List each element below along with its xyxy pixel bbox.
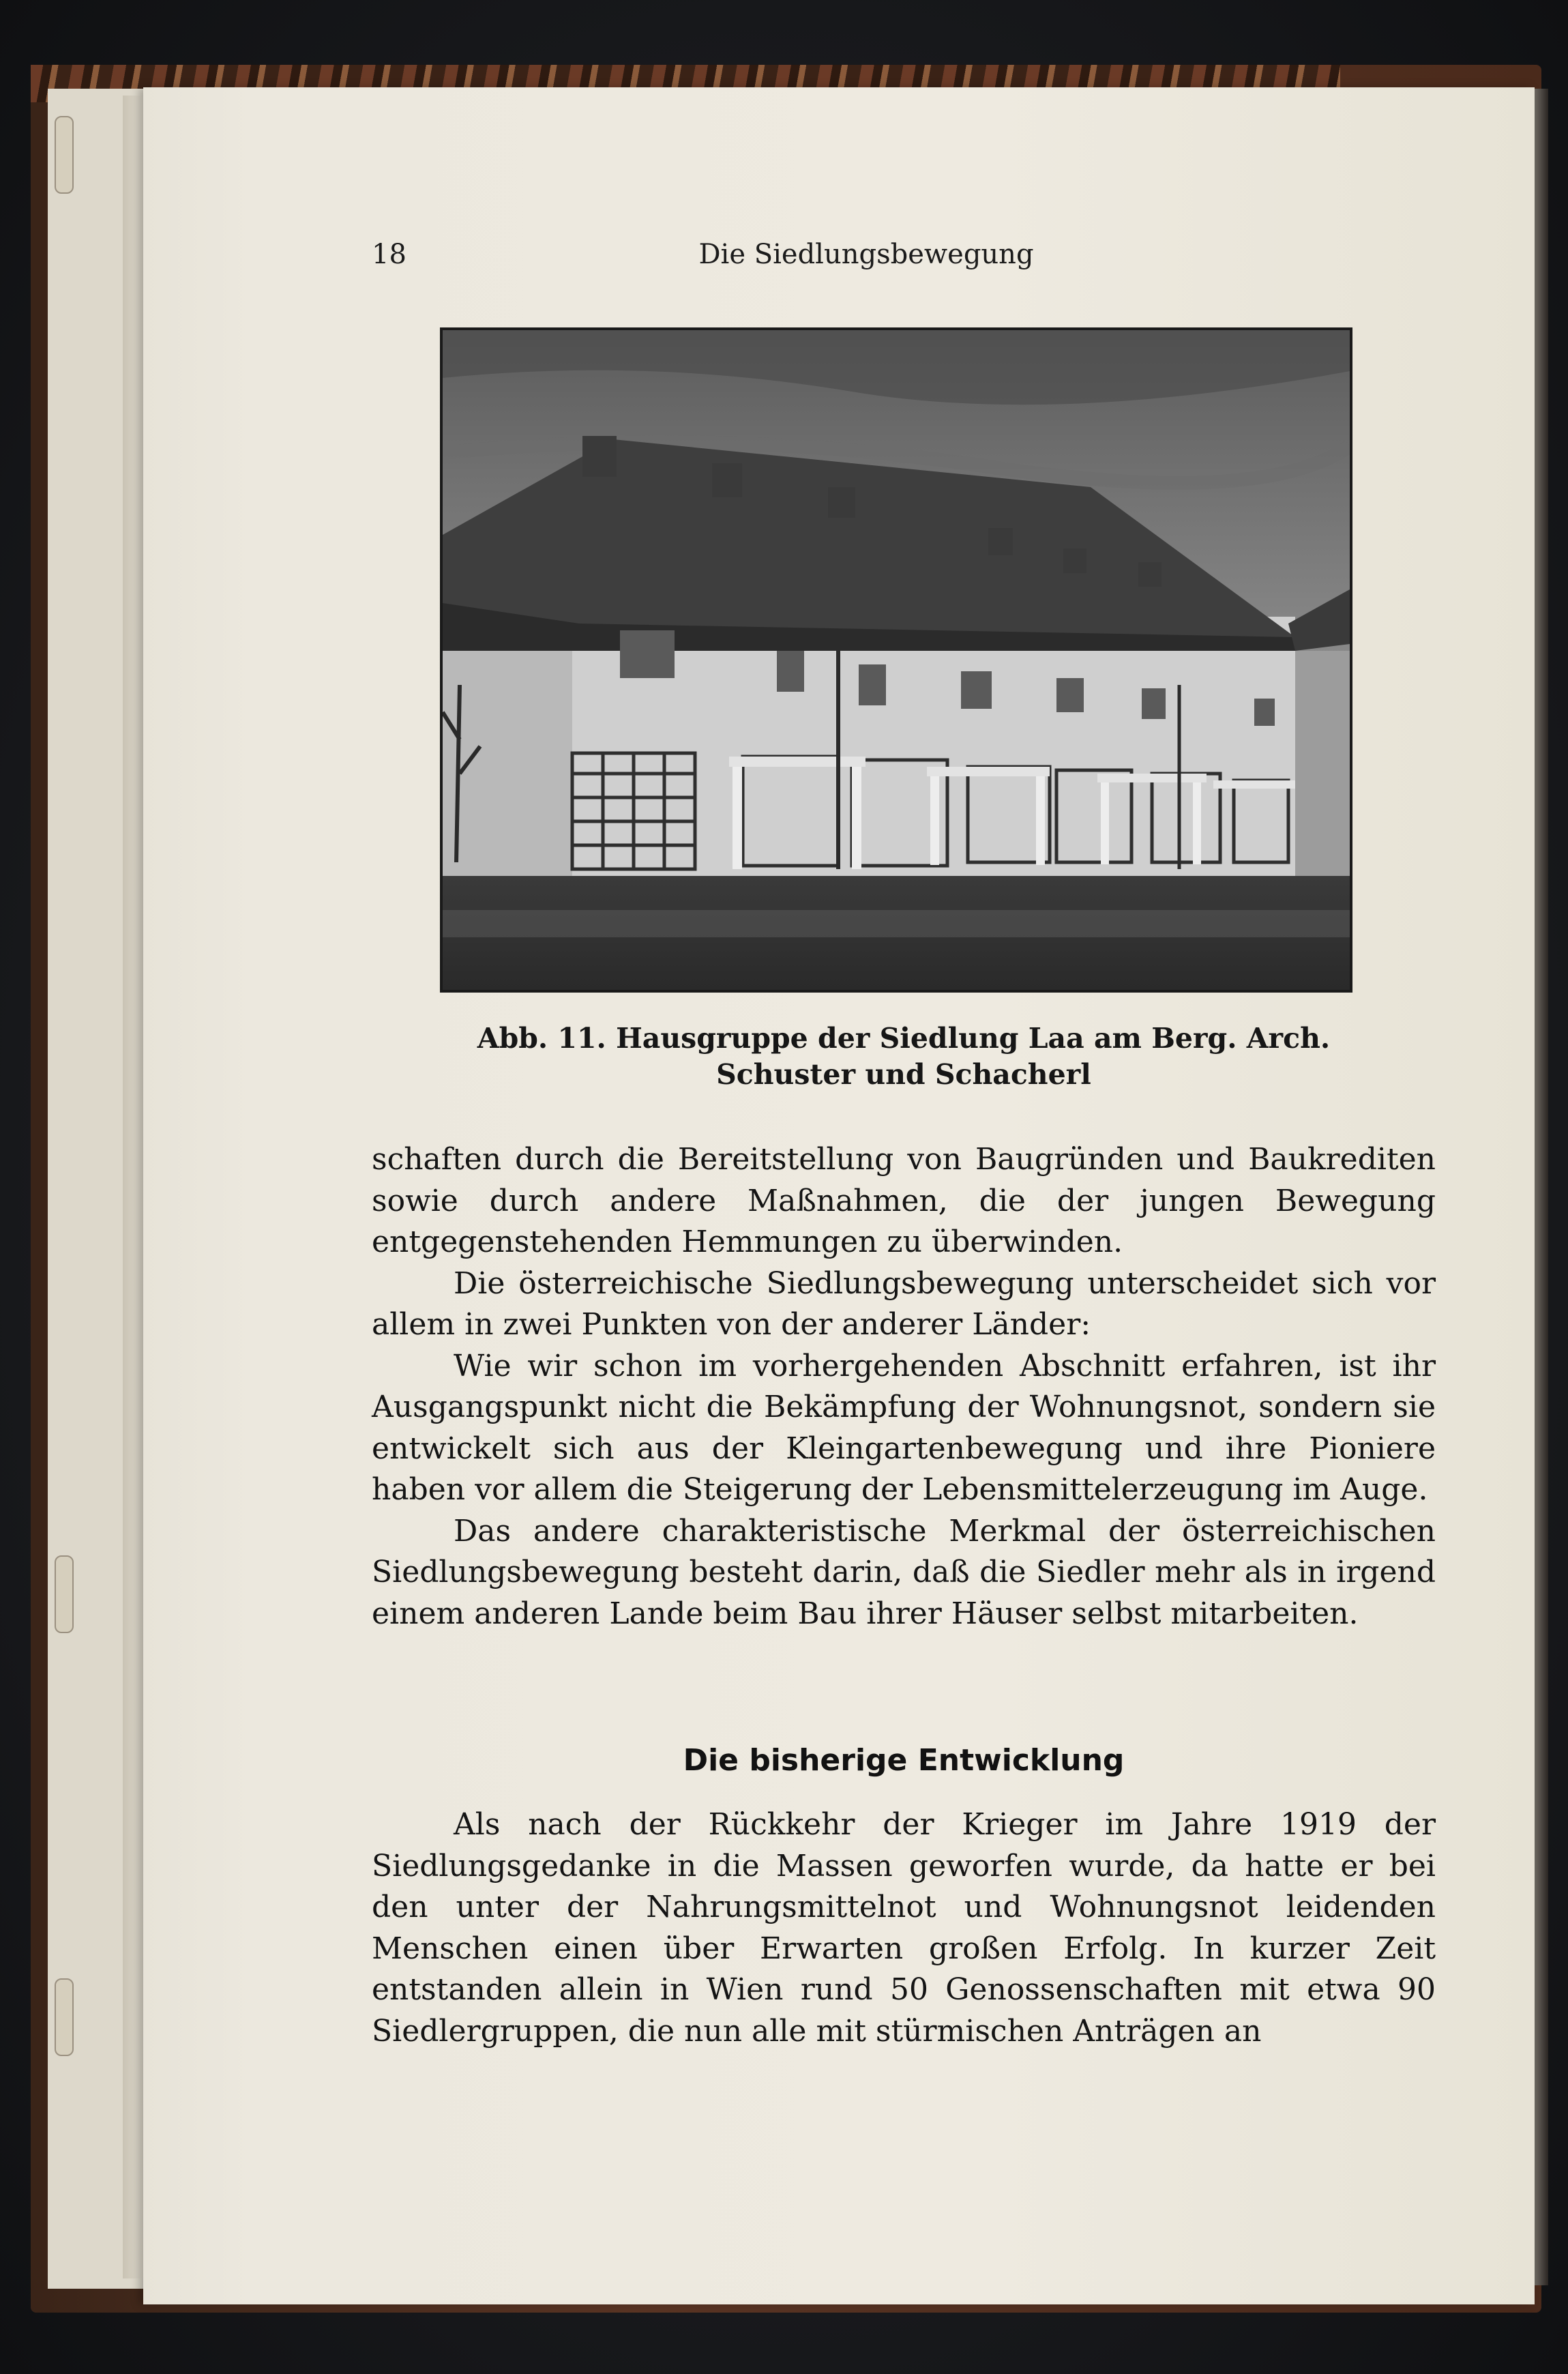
body-text-block [372, 1139, 1436, 1635]
binding-clip [55, 1555, 74, 1633]
section-heading: Die bisherige Entwicklung [683, 1743, 1125, 1778]
paragraph: Die österreichische Siedlungsbewegung unterscheidet sich vor allem in zwei Punkten von der anderer Länder: [372, 1265, 1436, 1342]
house-photo-illustration [443, 330, 1350, 990]
figure-caption [382, 1021, 1425, 1093]
figure-photo [440, 327, 1352, 993]
paragraph: schaften durch die Bereitstellung von Baugründen und Baukrediten sowie durch andere Maßnahmen, die der jungen Bewegung entgegenstehenden Hemmungen zu überwinden. [372, 1142, 1436, 1259]
paragraph: Wie wir schon im vorhergehenden Abschnitt erfahren, ist ihr Ausgangspunkt nicht die Bekämpfung der Wohnungsnot, sondern sie entwickelt sich aus der Kleingartenbewegung und ihre Pioniere haben vor allem die Steigerung der Lebensmittelerzeugung im Auge. [372, 1348, 1436, 1507]
page-number: 18 [372, 239, 406, 270]
running-title: Die Siedlungsbewegung [698, 239, 1034, 270]
paragraph: Als nach der Rückkehr der Krieger im Jahre 1919 der Siedlungsgedanke in die Massen geworfen wurde, da hatte er bei den unter der Nahrungsmittelnot und Wohnungsnot leidenden Menschen einen über Erwarten großen Erfolg. In kurzer Zeit entstanden allein in Wien rund 50 Genossenschaften mit etwa 90 Siedlergruppen, die nun alle mit stürmischen Anträgen an [372, 1807, 1436, 2049]
binding-clip [55, 116, 74, 194]
binding-clip [55, 1978, 74, 2056]
paragraph: Das andere charakteristische Merkmal der österreichischen Siedlungsbewegung besteht darin, daß die Siedler mehr als in irgend einem anderen Lande beim Bau ihrer Häuser selbst mitarbeiten. [372, 1513, 1436, 1631]
caption-line: Abb. 11. Hausgruppe der Siedlung Laa am Berg. Arch. [477, 1022, 1331, 1055]
caption-line: Schuster und Schacherl [716, 1058, 1091, 1091]
body-text-block [372, 1804, 1436, 2052]
